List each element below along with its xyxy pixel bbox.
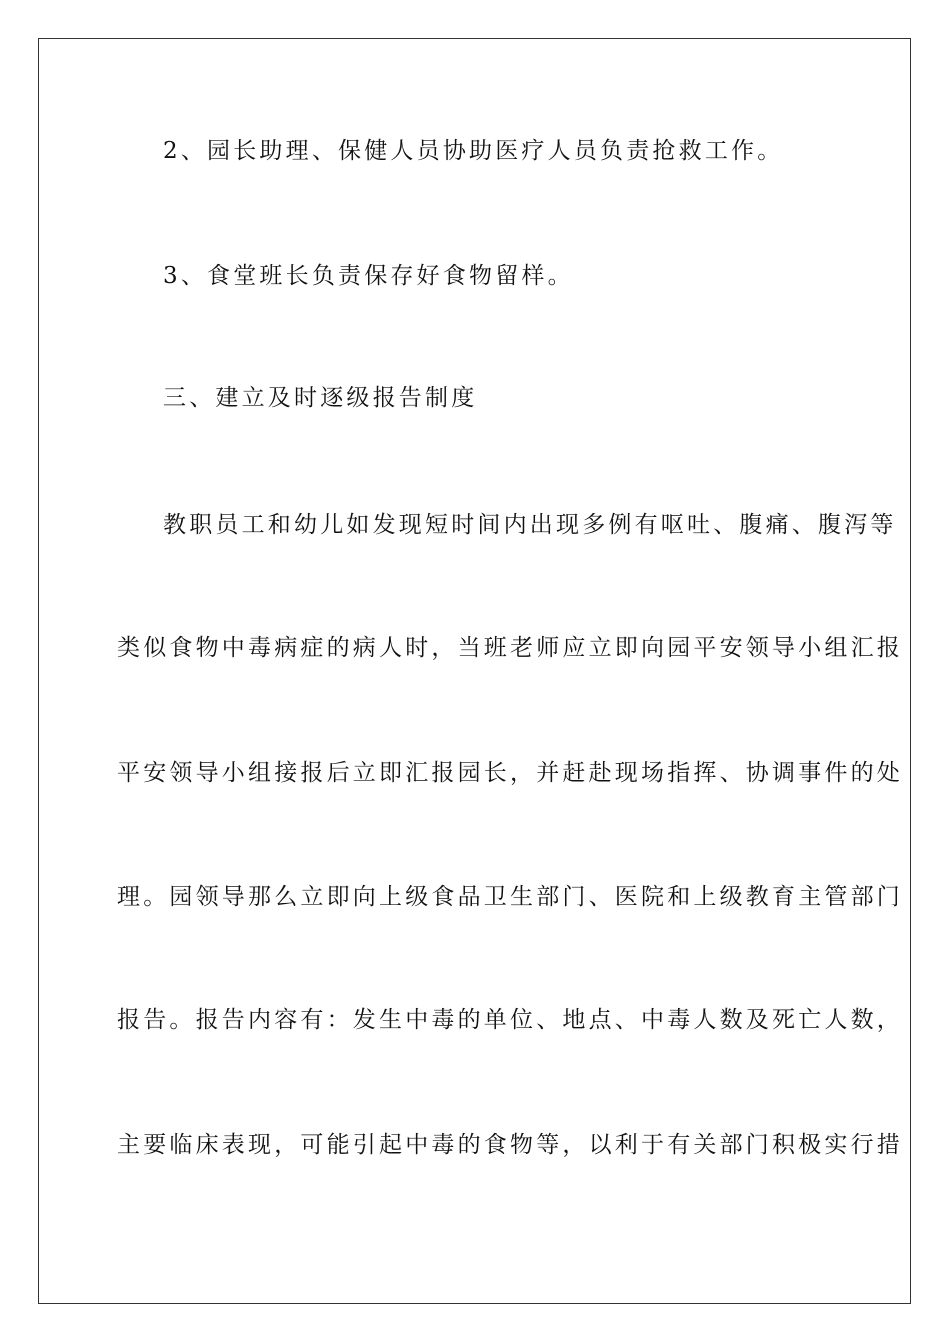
item-3-text: 3、食堂班长负责保存好食物留样。	[163, 263, 574, 289]
paragraph-line-4: 理。园领导那么立即向上级食品卫生部门、医院和上级教育主管部门	[117, 884, 903, 910]
page-border	[38, 38, 911, 1304]
section-three-heading: 三、建立及时逐级报告制度	[163, 385, 478, 411]
item-2-text: 2、园长助理、保健人员协助医疗人员负责抢救工作。	[163, 138, 784, 164]
paragraph-line-2: 类似食物中毒病症的病人时，当班老师应立即向园平安领导小组汇报	[117, 635, 903, 661]
paragraph-line-3: 平安领导小组接报后立即汇报园长，并赶赴现场指挥、协调事件的处	[117, 760, 903, 786]
paragraph-line-6: 主要临床表现，可能引起中毒的食物等，以利于有关部门积极实行措	[117, 1132, 903, 1158]
paragraph-line-1: 教职员工和幼儿如发现短时间内出现多例有呕吐、腹痛、腹泻等	[163, 512, 897, 538]
paragraph-line-5: 报告。报告内容有：发生中毒的单位、地点、中毒人数及死亡人数，	[117, 1007, 903, 1033]
